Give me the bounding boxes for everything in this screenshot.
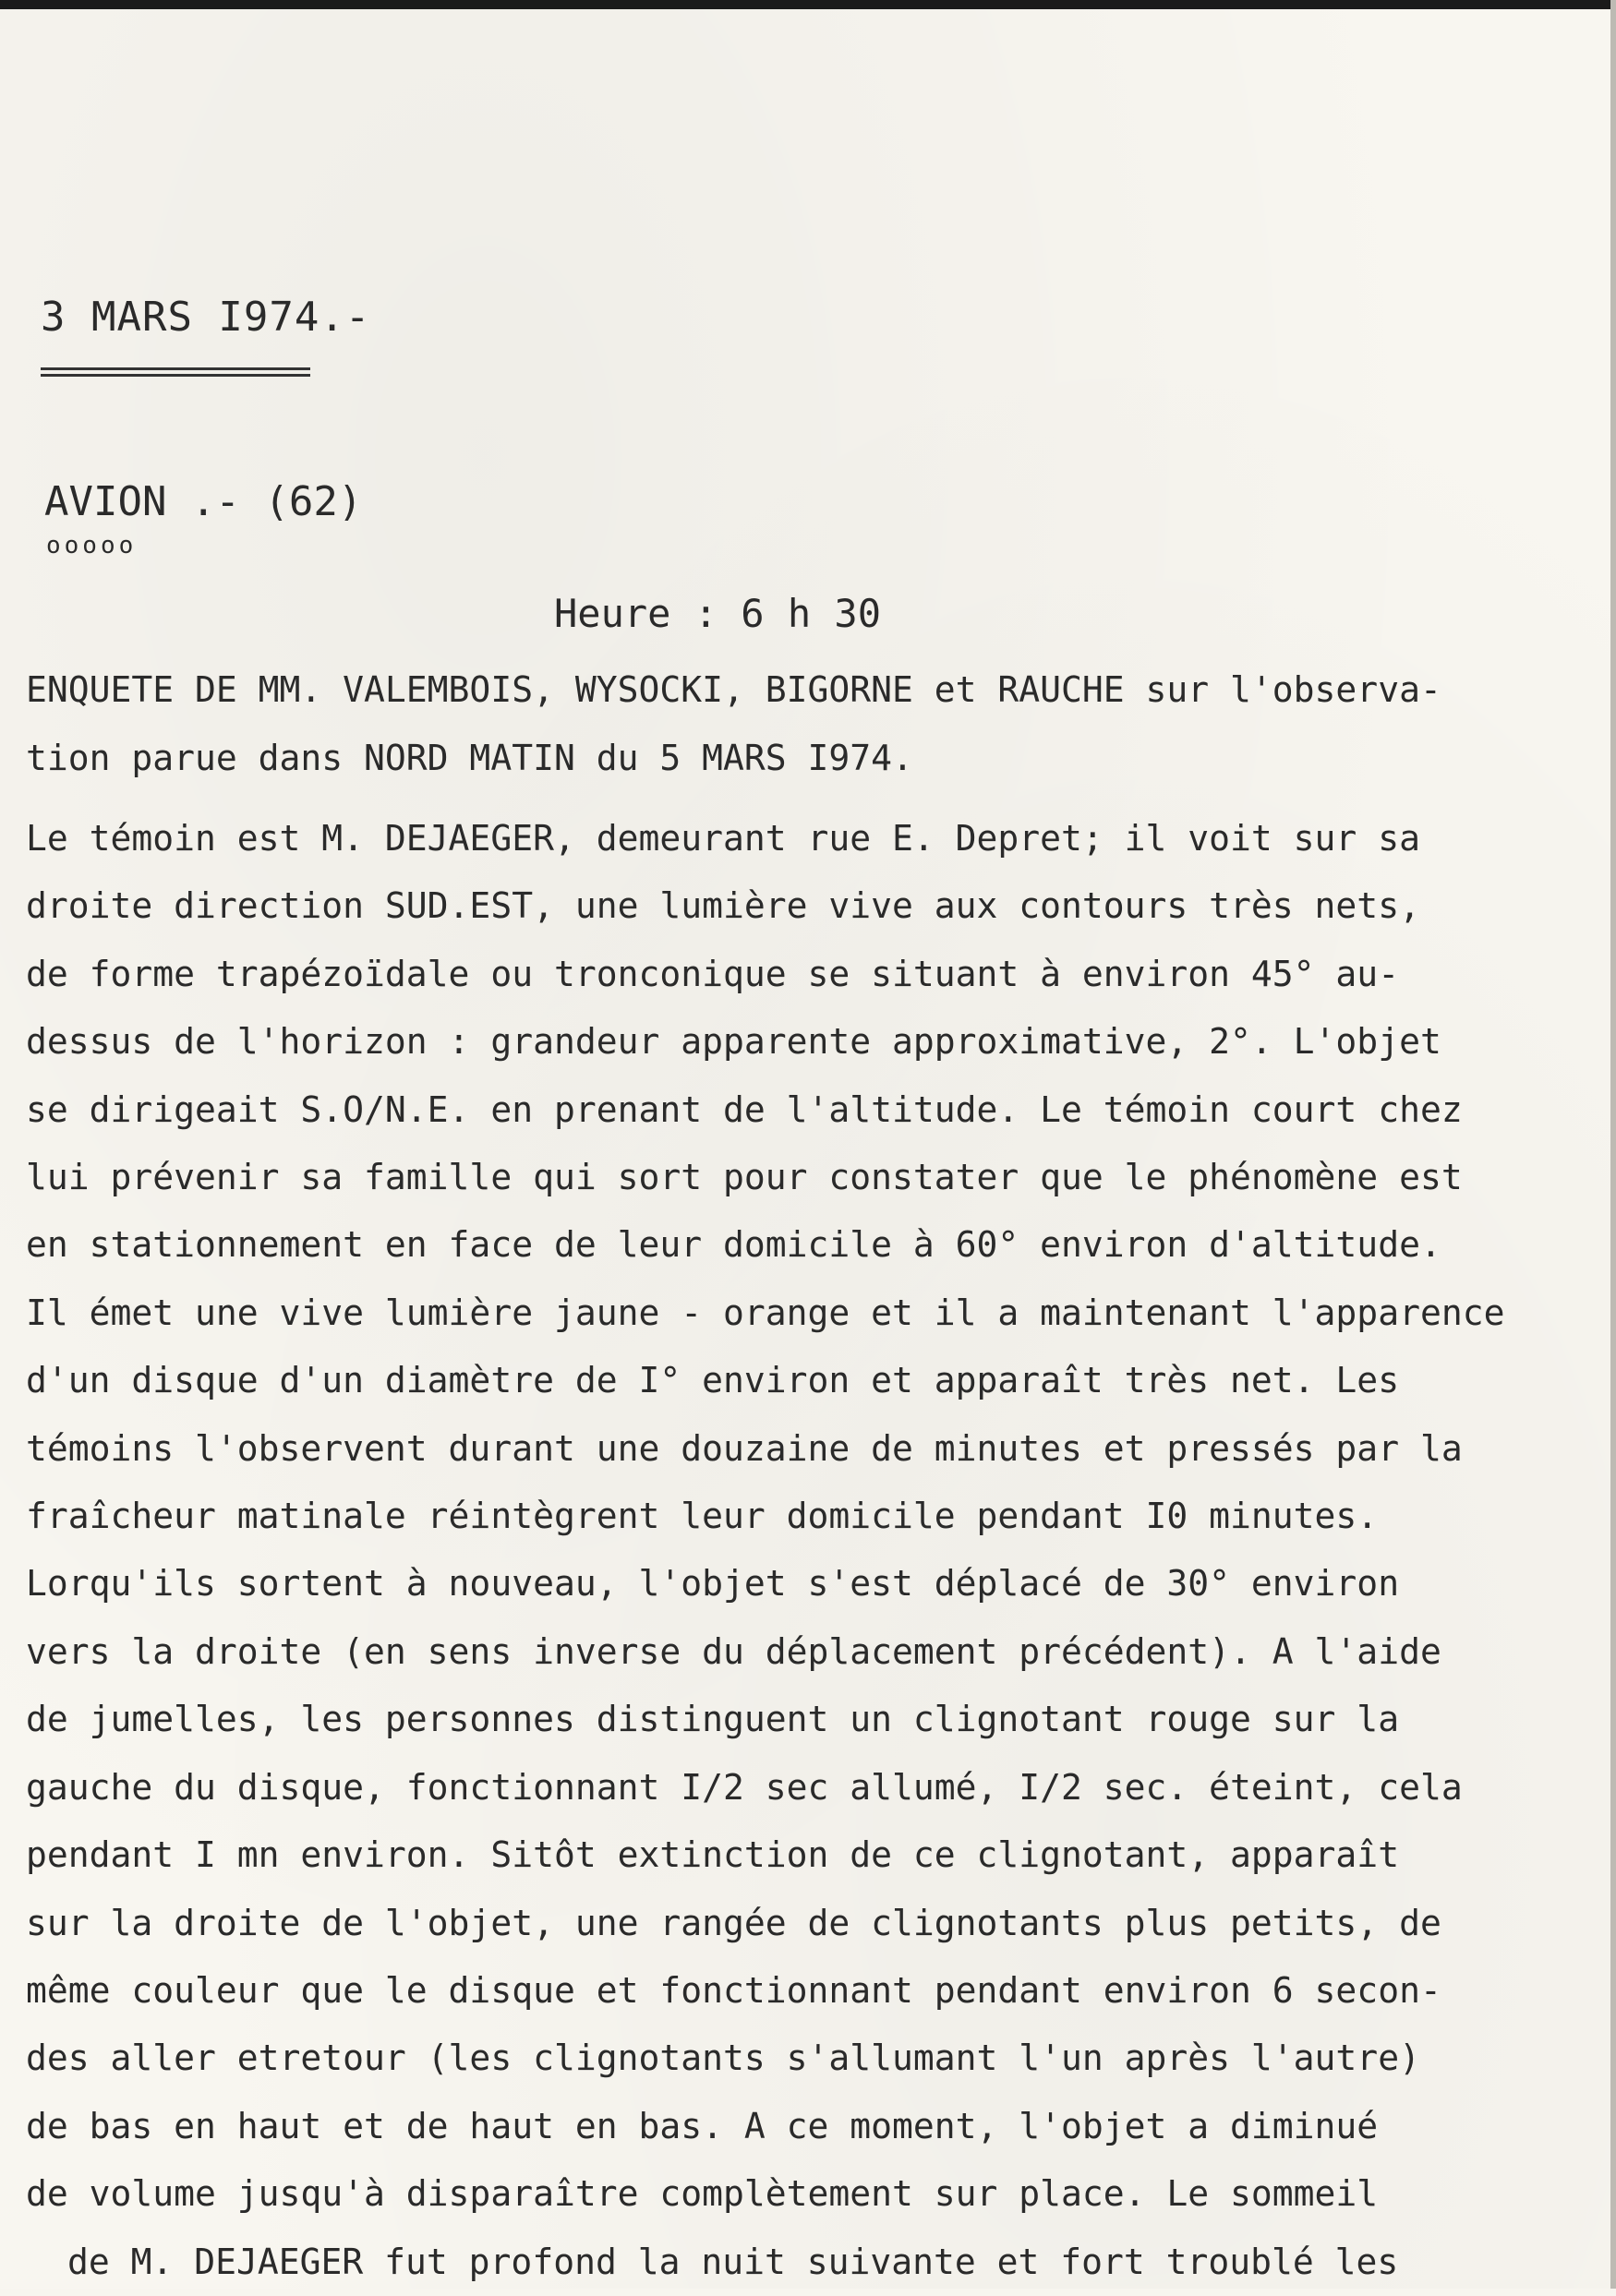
text-line: dessus de l'horizon : grandeur apparente approximative, 2°. L'objet [26, 1021, 1441, 1063]
investigation-header [26, 655, 1577, 792]
text-line: de forme trapézoïdale ou tronconique se situant à environ 45° au- [26, 953, 1400, 994]
text-line: des aller etretour (les clignotants s'allumant l'un après l'autre) [26, 2038, 1420, 2079]
text-line: lui prévenir sa famille qui sort pour constater que le phénomène est [26, 1157, 1463, 1198]
text-line: sur la droite de l'objet, une rangée de clignotants plus petits, de [26, 1902, 1441, 1943]
date-double-underline [41, 367, 310, 380]
text-line: de M. DEJAEGER fut profond la nuit suivante et fort troublé les [67, 2241, 1399, 2282]
text-line: de jumelles, les personnes distinguent un clignotant rouge sur la [26, 1699, 1400, 1740]
text-line: Lorqu'ils sortent à nouveau, l'objet s'est déplacé de 30° environ [26, 1563, 1400, 1605]
text-line: Le témoin est M. DEJAEGER, demeurant rue E. Depret; il voit sur sa [26, 818, 1420, 859]
text-line: Il émet une vive lumière jaune - orange et il a maintenant l'apparence [26, 1292, 1505, 1333]
text-line: vers la droite (en sens inverse du déplacement précédent). A l'aide [26, 1630, 1441, 1672]
text-line: en stationnement en face de leur domicile à 60° environ d'altitude. [26, 1224, 1441, 1266]
text-line: ENQUETE DE MM. VALEMBOIS, WYSOCKI, BIGORNE et RAUCHE sur l'observa- [26, 669, 1441, 710]
text-line: gauche du disque, fonctionnant I/2 sec allumé, I/2 sec. éteint, cela [26, 1766, 1463, 1808]
text-line: témoins l'observent durant une douzaine de minutes et pressés par la [26, 1427, 1463, 1469]
text-line: se dirigeait S.O/N.E. en prenant de l'altitude. Le témoin court chez [26, 1088, 1463, 1130]
text-line: d'un disque d'un diamètre de I° environ et apparaît très net. Les [26, 1360, 1400, 1401]
page-top-edge [0, 0, 1616, 9]
text-line: de bas en haut et de haut en bas. A ce moment, l'objet a diminué [26, 2105, 1379, 2146]
text-line: de volume jusqu'à disparaître complètement sur place. Le sommeil [26, 2173, 1379, 2215]
text-line: même couleur que le disque et fonctionnant pendant environ 6 secon- [26, 1969, 1441, 2011]
text-line: fraîcheur matinale réintègrent leur domicile pendant I0 minutes. [26, 1496, 1379, 1537]
text-line: tion parue dans NORD MATIN du 5 MARS I974. [26, 738, 913, 778]
document-date: 3 MARS I974.- [41, 294, 371, 341]
page-right-edge [1610, 0, 1616, 2289]
testimony-body [26, 805, 1586, 2296]
location-heading: AVION .- (62) [44, 478, 363, 525]
text-line: pendant I mn environ. Sitôt extinction de ce clignotant, apparaît [26, 1834, 1400, 1876]
location-ornament: ooooo [46, 532, 138, 559]
text-line: droite direction SUD.EST, une lumière vive aux contours très nets, [26, 885, 1420, 927]
observation-time: Heure : 6 h 30 [554, 591, 882, 636]
